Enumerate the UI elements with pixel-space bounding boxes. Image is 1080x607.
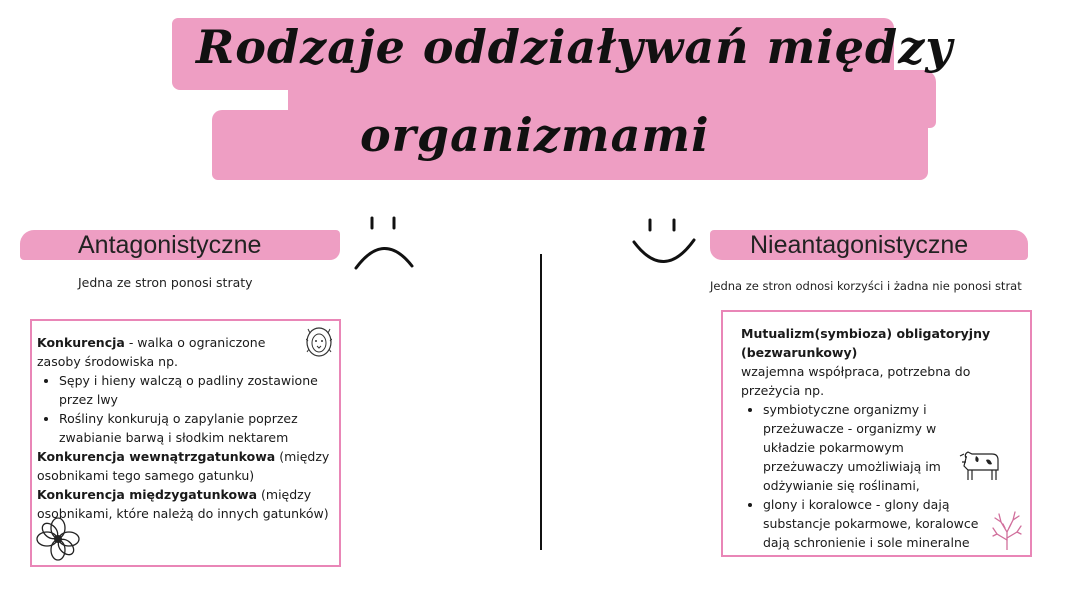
competition-examples <box>37 371 331 447</box>
competition-definition: Konkurencja - walka o ograniczone zasoby środowiska np. <box>37 335 266 369</box>
page-title-line1: Rodzaje oddziaływań między <box>196 20 954 74</box>
coral-icon <box>991 510 1023 550</box>
list-item: • Sępy i hieny walczą o padliny zostawione przez lwy <box>59 371 331 409</box>
page-title-line2: organizmami <box>360 108 710 162</box>
lion-icon <box>306 327 332 357</box>
left-subtitle: Jedna ze stron ponosi straty <box>78 275 253 290</box>
sad-face-icon <box>350 212 420 272</box>
right-subtitle: Jedna ze stron odnosi korzyści i żadna nie ponosi strat <box>710 279 1022 293</box>
left-heading: Antagonistyczne <box>78 231 262 259</box>
term-interspecific: Konkurencja międzygatunkowa <box>37 487 258 502</box>
mutualism-card <box>721 310 1032 557</box>
list-item: • symbiotyczne organizmy i przeżuwacze - organizmy w układzie pokarmowym przeżuwaczy umożliwiają im odżywianie się roślinami, <box>763 400 1002 495</box>
right-heading: Nieantagonistyczne <box>750 231 969 259</box>
term-intraspecific: Konkurencja wewnątrzgatunkowa <box>37 449 276 464</box>
term-competition: Konkurencja <box>37 335 125 350</box>
cow-icon <box>958 448 1004 482</box>
smile-face-icon <box>628 212 700 272</box>
mutualism-definition: wzajemna współpraca, potrzebna do przeżycia np. <box>741 364 971 398</box>
center-divider <box>540 254 542 550</box>
term-mutualism: Mutualizm(symbioza) obligatoryjny (bezwarunkowy) <box>741 326 991 360</box>
flower-icon <box>36 517 80 561</box>
list-item: • Rośliny konkurują o zapylanie poprzez zwabianie barwą i słodkim nektarem <box>59 409 331 447</box>
mutualism-title <box>741 324 1022 362</box>
competition-card <box>30 319 341 567</box>
list-item: • glony i koralowce - glony dają substancje pokarmowe, koralowce dają schronienie i sole mineralne <box>763 495 1002 552</box>
intraspecific-definition: Konkurencja wewnątrzgatunkowa (między osobnikami tego samego gatunku) <box>37 449 330 483</box>
interspecific-definition: Konkurencja międzygatunkowa (między osobnikami, które należą do innych gatunków) <box>37 487 329 521</box>
